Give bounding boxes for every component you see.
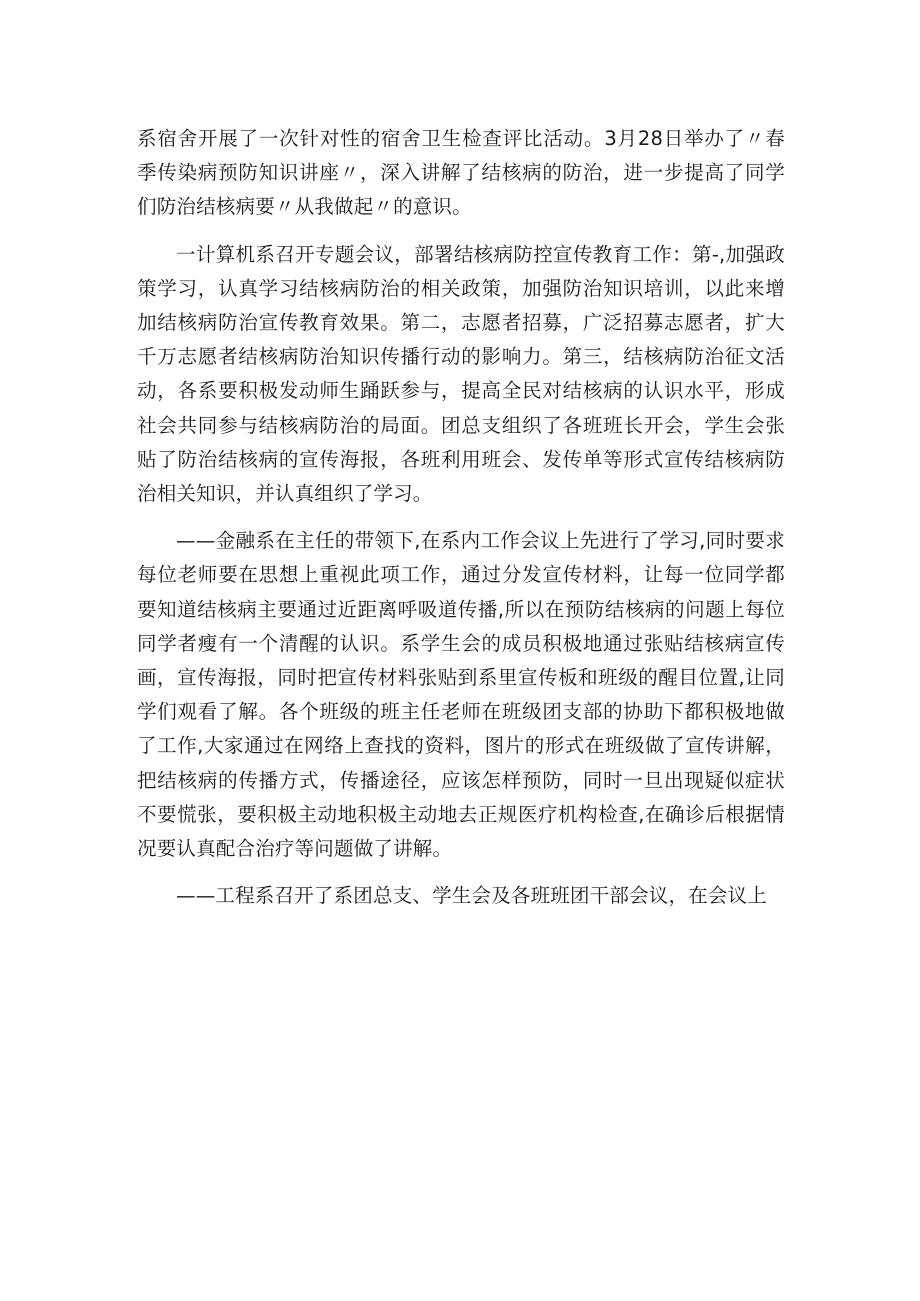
paragraph-engineering-dept: ——工程系召开了系团总支、学生会及各班班团干部会议，在会议上	[176, 884, 768, 908]
paragraph-computer-dept: 一计算机系召开专题会议，部署结核病防控宣传教育工作：第-,加强政策学习，认真学习结核病防治的相关政策，加强防治知识培训，以此来增加结核病防治宣传教育效果。第二，志愿者招募，广泛招募志愿者，扩大千万志愿者结核病防治知识传播行动的影响力。第三，结核病防治征文活动，各系要积极发动师生踊跃参与，提高全民对结核病的认识水平，形成社会共同参与结核病防治的局面。团总支组织了各班班长开会，学生会张贴了防治结核病的宣传海报，各班利用班会、发传单等形式宣传结核病防治相关知识，并认真组织了学习。	[137, 242, 785, 506]
body-text	[137, 122, 785, 926]
paragraph-continuation: 系宿舍开展了一次针对性的宿舍卫生检查评比活动。3月28日举办了〃春季传染病预防知识讲座〃，深入讲解了结核病的防治，进一步提高了同学们防治结核病要〃从我做起〃的意识。	[137, 127, 785, 219]
paragraph-finance-dept: ——金融系在主任的带领下,在系内工作会议上先进行了学习,同时要求每位老师要在思想上重视此项工作，通过分发宣传材料，让每一位同学都要知道结核病主要通过近距离呼吸道传播,所以在预防结核病的问题上每位同学者瘦有一个清醒的认识。系学生会的成员积极地通过张贴结核病宣传画，宣传海报，同时把宣传材料张贴到系里宣传板和班级的醒目位置,让同学们观看了解。各个班级的班主任老师在班级团支部的协助下都积极地做了工作,大家通过在网络上查找的资料，图片的形式在班级做了宣传讲解，把结核病的传播方式，传播途径，应该怎样预防，同时一旦出现疑似症状不要慌张，要积极主动地积极主动地去正规医疗机构检查,在确诊后根据情况要认真配合治疗等问题做了讲解。	[137, 529, 785, 861]
